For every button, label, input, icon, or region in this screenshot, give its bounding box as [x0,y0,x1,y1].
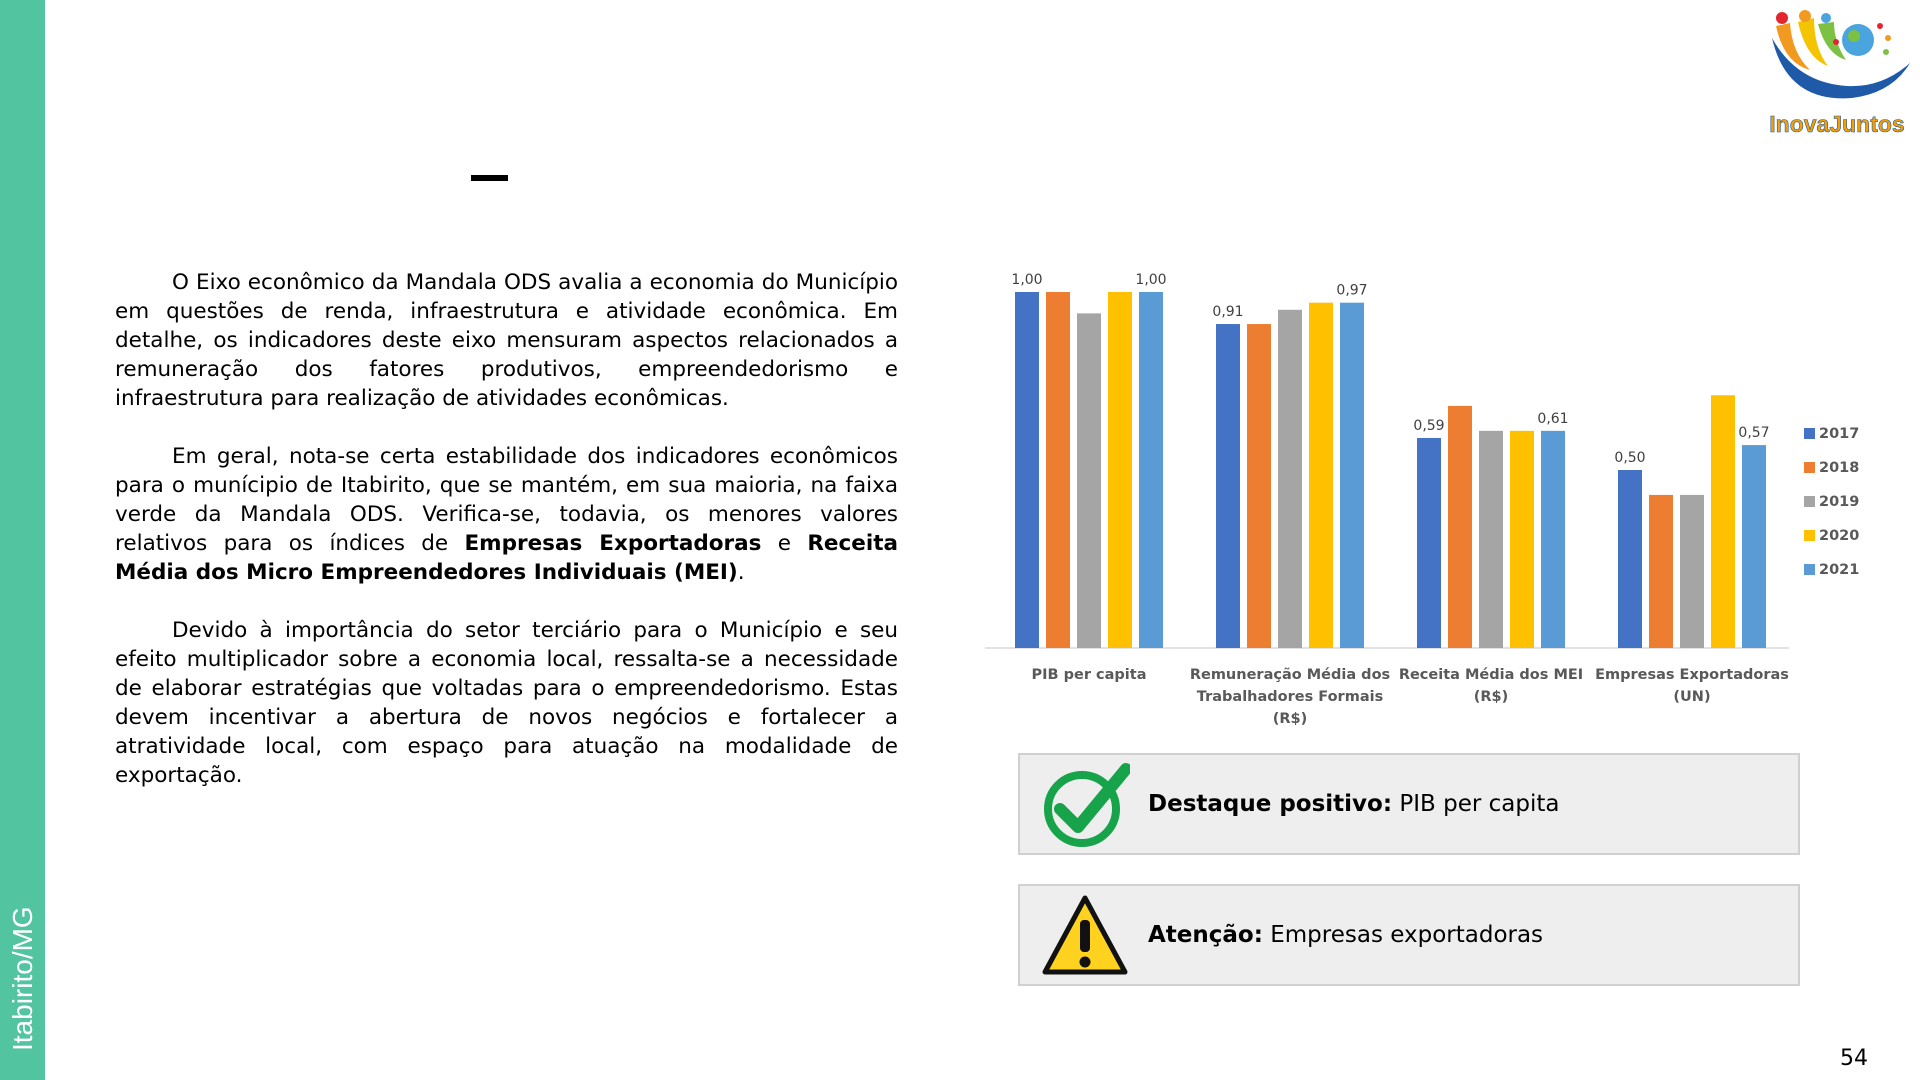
bar-2019-cat0 [1077,313,1101,648]
warning-triangle-icon [1040,892,1130,980]
logo-text: InovaJuntos [1769,111,1905,137]
data-label: 0,61 [1537,410,1569,427]
bar-2021-cat3 [1742,445,1766,648]
bar-2021-cat1 [1340,303,1364,648]
indicators-bar-chart [960,265,1880,740]
body-text [115,268,898,819]
bar-2021-cat2 [1541,431,1565,648]
paragraph-1: O Eixo econômico da Mandala ODS avalia a economia do Município em questões de renda, infraestrutura e atividade econômica. Em detalhe, os indicadores deste eixo mensuram aspectos relacionados a remuneração dos fatores produtivos, empreendedorismo e infraestrutura para realização de atividades econômicas. [115,270,898,411]
bar-2019-cat2 [1479,431,1503,648]
data-label: 1,00 [1011,272,1043,288]
sidebar-strip [0,0,45,1080]
bold-empresas-exportadoras: Empresas Exportadoras [464,531,762,556]
category-label-3: (UN) [1673,689,1711,705]
bar-2018-cat3 [1649,495,1673,648]
category-label-0: PIB per capita [1031,667,1147,683]
legend-label-2019: 2019 [1819,494,1860,510]
data-label: 0,97 [1336,282,1368,299]
positive-highlight-text: Destaque positivo: PIB per capita [1148,791,1560,817]
paragraph-3: Devido à importância do setor terciário para o Município e seu efeito multiplicador sobre a economia local, ressalta-se a necessidade de elaborar estratégias que voltadas para o empreendedorismo. Estas devem incentivar a abertura de novos negócios e fortalecer a atratividade local, com espaço para atuação na modalidade de exportação. [115,618,898,788]
legend-swatch-2021 [1804,564,1815,575]
bar-2019-cat3 [1680,495,1704,648]
category-label-1: Remuneração Média dos [1189,667,1391,683]
legend-swatch-2017 [1804,428,1815,439]
municipality-label: Itabirito/MG [7,906,38,1051]
category-label-1: Trabalhadores Formais [1196,689,1384,705]
bar-2017-cat1 [1216,324,1240,648]
category-label-2: Receita Média dos MEI [1398,667,1584,683]
bar-2020-cat1 [1309,303,1333,648]
data-label: 0,50 [1614,450,1646,466]
legend-swatch-2018 [1804,462,1815,473]
bar-2021-cat0 [1139,292,1163,648]
legend-label-2017: 2017 [1819,426,1860,442]
bar-2018-cat1 [1247,324,1271,648]
bar-2017-cat0 [1015,292,1039,648]
data-label: 0,59 [1413,417,1445,434]
legend-swatch-2020 [1804,530,1815,541]
category-label-1: (R$) [1272,711,1308,727]
data-label: 1,00 [1135,272,1167,288]
bold-receita-mei: Receita Média dos Micro Empreendedores Individuais (MEI) [115,531,898,585]
category-label-3: Empresas Exportadoras [1595,667,1789,683]
legend-label-2021: 2021 [1819,562,1860,578]
page-number: 54 [1840,1046,1868,1071]
attention-card [1018,884,1800,986]
paragraph-2: Em geral, nota-se certa estabilidade dos indicadores econômicos para o munícipio de Itabirito, que se mantém, em sua maioria, na faixa verde da Mandala ODS. Verifica-se, todavia, os menores valores relativos para os índices de Empresas Exportadoras e Receita Média dos Micro Empreendedores Individuais (MEI). [115,444,898,585]
check-circle-icon [1040,761,1130,849]
bar-2020-cat3 [1711,395,1735,648]
data-label: 0,57 [1738,425,1770,442]
attention-text: Atenção: Empresas exportadoras [1148,922,1544,948]
bar-2020-cat2 [1510,431,1534,648]
bar-2018-cat2 [1448,406,1472,648]
data-label: 0,91 [1212,304,1244,321]
category-label-2: (R$) [1473,689,1509,705]
inovajuntos-logo [1762,8,1912,138]
bar-2018-cat0 [1046,292,1070,648]
title-dash [471,175,508,181]
legend-label-2018: 2018 [1819,460,1860,476]
bar-2019-cat1 [1278,310,1302,648]
bar-2017-cat2 [1417,438,1441,648]
bar-2017-cat3 [1618,470,1642,648]
bar-2020-cat0 [1108,292,1132,648]
positive-highlight-card [1018,753,1800,855]
legend-label-2020: 2020 [1819,528,1860,544]
legend-swatch-2019 [1804,496,1815,507]
